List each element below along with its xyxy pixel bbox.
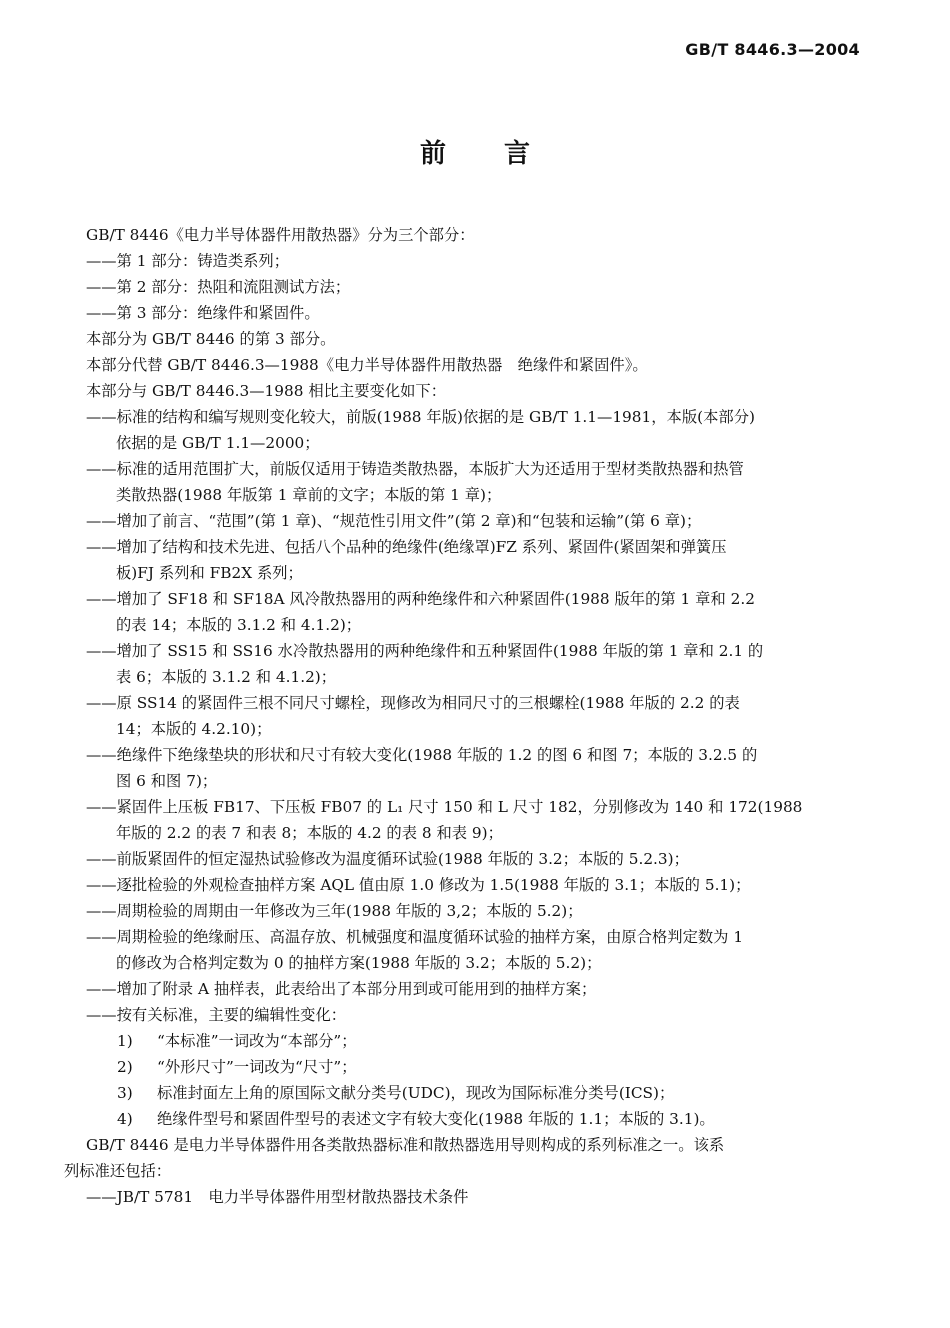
closing-paragraph: GB/T 8446 是电力半导体器件用各类散热器标准和散热器选用导则构成的系列标准之一。该系 bbox=[86, 1136, 725, 1154]
paragraph: 本部分为 GB/T 8446 的第 3 部分。 bbox=[86, 330, 336, 348]
change-item: ——前版紧固件的恒定湿热试验修改为温度循环试验(1988 年版的 3.2；本版的 5.2.3)； bbox=[86, 850, 689, 868]
closing-paragraph-cont: 列标准还包括： bbox=[64, 1162, 172, 1180]
change-item-cont: 依据的是 GB/T 1.1—2000； bbox=[116, 434, 320, 452]
change-item: ——增加了附录 A 抽样表，此表给出了本部分用到或可能用到的抽样方案； bbox=[86, 980, 597, 998]
title-char-1: 前 bbox=[419, 139, 446, 169]
page-title bbox=[0, 133, 950, 170]
change-item: ——紧固件上压板 FB17、下压板 FB07 的 L₁ 尺寸 150 和 L 尺寸 182，分别修改为 140 和 172(1988 bbox=[86, 798, 803, 816]
item-text: “外形尺寸”一词改为“尺寸”； bbox=[157, 1058, 357, 1076]
intro-line: GB/T 8446《电力半导体器件用散热器》分为三个部分： bbox=[86, 226, 475, 244]
change-item: ——逐批检验的外观检查抽样方案 AQL 值由原 1.0 修改为 1.5(1988 年版的 3.1；本版的 5.1)； bbox=[86, 876, 751, 894]
part-item: ——第 2 部分：热阻和流阻测试方法； bbox=[86, 278, 351, 296]
part-item: ——第 3 部分：绝缘件和紧固件。 bbox=[86, 304, 320, 322]
part-item: ——第 1 部分：铸造类系列； bbox=[86, 252, 290, 270]
item-number: 1) bbox=[117, 1032, 133, 1050]
change-item: ——绝缘件下绝缘垫块的形状和尺寸有较大变化(1988 年版的 1.2 的图 6 和图 7；本版的 3.2.5 的 bbox=[86, 746, 758, 764]
numbered-item bbox=[86, 1106, 866, 1132]
item-number: 2) bbox=[117, 1058, 133, 1076]
change-item: ——周期检验的绝缘耐压、高温存放、机械强度和温度循环试验的抽样方案，由原合格判定数为 1 bbox=[86, 928, 744, 946]
change-item-cont: 表 6；本版的 3.1.2 和 4.1.2)； bbox=[116, 668, 337, 686]
numbered-item bbox=[86, 1080, 866, 1106]
change-item-cont: 年版的 2.2 的表 7 和表 8；本版的 4.2 的表 8 和表 9)； bbox=[116, 824, 503, 842]
item-text: 标准封面左上角的原国际文献分类号(UDC)，现改为国际标准分类号(ICS)； bbox=[157, 1084, 675, 1102]
change-item-cont: 图 6 和图 7)； bbox=[116, 772, 218, 790]
change-item-cont: 类散热器(1988 年版第 1 章前的文字；本版的第 1 章)； bbox=[116, 486, 502, 504]
paragraph: 本部分与 GB/T 8446.3—1988 相比主要变化如下： bbox=[86, 382, 447, 400]
change-item: ——周期检验的周期由一年修改为三年(1988 年版的 3,2；本版的 5.2)； bbox=[86, 902, 583, 920]
standard-code: GB/T 8446.3—2004 bbox=[685, 40, 860, 59]
change-item-cont: 的修改为合格判定数为 0 的抽样方案(1988 年版的 3.2；本版的 5.2)； bbox=[116, 954, 602, 972]
change-item: ——增加了 SF18 和 SF18A 风冷散热器用的两种绝缘件和六种紧固件(1988 版年的第 1 章和 2.2 bbox=[86, 590, 755, 608]
item-number: 3) bbox=[117, 1084, 133, 1102]
change-item: ——增加了前言、“范围”(第 1 章)、“规范性引用文件”(第 2 章)和“包装和运输”(第 6 章)； bbox=[86, 512, 702, 530]
change-item: ——标准的适用范围扩大，前版仅适用于铸造类散热器，本版扩大为还适用于型材类散热器和热管 bbox=[86, 460, 744, 478]
numbered-item bbox=[86, 1028, 866, 1054]
preface-body bbox=[64, 222, 866, 1210]
change-item-cont: 的表 14；本版的 3.1.2 和 4.1.2)； bbox=[116, 616, 362, 634]
paragraph: 本部分代替 GB/T 8446.3—1988《电力半导体器件用散热器 绝缘件和紧固件》。 bbox=[86, 356, 648, 374]
title-char-2: 言 bbox=[504, 139, 531, 169]
change-item: ——标准的结构和编写规则变化较大，前版(1988 年版)依据的是 GB/T 1.1—1981，本版(本部分) bbox=[86, 408, 755, 426]
change-item: ——原 SS14 的紧固件三根不同尺寸螺栓，现修改为相同尺寸的三根螺栓(1988 年版的 2.2 的表 bbox=[86, 694, 740, 712]
change-item: ——增加了 SS15 和 SS16 水冷散热器用的两种绝缘件和五种紧固件(1988 年版的第 1 章和 2.1 的 bbox=[86, 642, 764, 660]
item-text: 绝缘件型号和紧固件型号的表述文字有较大变化(1988 年版的 1.1；本版的 3.1)。 bbox=[157, 1110, 715, 1128]
item-number: 4) bbox=[117, 1110, 133, 1128]
change-item: ——按有关标准，主要的编辑性变化： bbox=[86, 1006, 347, 1024]
change-item-cont: 板)FJ 系列和 FB2X 系列； bbox=[116, 564, 303, 582]
related-standard: ——JB/T 5781 电力半导体器件用型材散热器技术条件 bbox=[86, 1188, 469, 1206]
numbered-item bbox=[86, 1054, 866, 1080]
change-item: ——增加了结构和技术先进、包括八个品种的绝缘件(绝缘罩)FZ 系列、紧固件(紧固架和弹簧压 bbox=[86, 538, 727, 556]
change-item-cont: 14；本版的 4.2.10)； bbox=[116, 720, 272, 738]
item-text: “本标准”一词改为“本部分”； bbox=[157, 1032, 357, 1050]
